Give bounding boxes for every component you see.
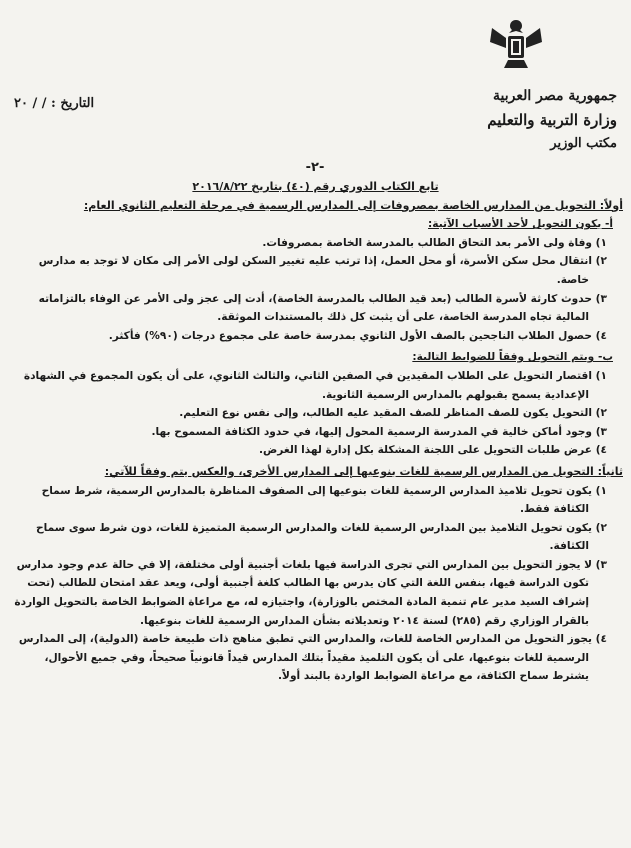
list-item: ٢) انتقال محل سكن الأسرة، أو محل العمل، إذا ترتب عليه تغيير السكن لولى الأمر إلى مكان لا توجد به مدارس خاصة. [38,255,607,286]
list-item: ٣) وجود أماكن خالية في المدرسة الرسمية المحول إليها، في حدود الكثافة المسموح بها. [151,425,607,438]
section-two-heading: ثانياً: التحويل من المدارس الرسمية للغات بنوعيها إلى المدارس الأخرى، والعكس يتم وفقاً للآتي: [104,464,623,478]
office-name: مكتب الوزير [550,136,617,151]
section-b-heading: ب- ويتم التحويل وفقاً للضوابط التالية: [412,351,613,364]
list-item: ٢) يكون تحويل التلاميذ بين المدارس الرسمية للغات والمدارس الرسمية المتميزة للغات، دون شرط سوى سماح الكثافة. [36,521,607,553]
list-item: ١) وفاة ولى الأمر بعد التحاق الطالب بالمدرسة الخاصة بمصروفات. [262,236,607,249]
eagle-emblem-icon [484,14,548,76]
page-number: -٢- [305,160,325,175]
list-item: ١) اقتصار التحويل على الطلاب المقيدين في الصفين الثاني، والثالث الثانوي، على أن يكون المجموع في الشهادة الإعدادية يسمح بقبولهم بالمدارس الرسمية الثانوية. [23,369,607,401]
list-item: ٤) عرض طلبات التحويل على اللجنة المشكلة بكل إدارة لهذا الغرض. [259,444,607,457]
date-label: التاريخ : / / ٢٠ [14,96,95,111]
list-item: ٤) حصول الطلاب الناجحين بالصف الأول الثانوي بمدرسة خاصة على مجموع درجات (٩٠%) فأكثر. [108,329,607,342]
list-item: ٢) التحويل يكون للصف المناظر للصف المقيد عليه الطالب، وإلى نفس نوع التعليم. [179,407,607,420]
ministry-header [427,84,617,156]
section-a-heading: أ- يكون التحويل لأحد الأسباب الآتية: [428,218,613,231]
list-item: ١) يكون تحويل تلاميذ المدارس الرسمية للغات بنوعيها إلى الصفوف المناظرة بالمدارس الرسمية، شرط سماح الكثافة فقط. [41,484,607,516]
ministry-name: وزارة التربية والتعليم [487,111,617,129]
circular-title: تابع الكتاب الدوري رقم (٤٠) بتاريخ ٢٠١٦/٨/٢٢ [192,180,439,193]
list-item: ٣) حدوث كارثة لأسرة الطالب (بعد قيد الطالب بالمدرسة الخاصة)، أدت إلى عجز ولى الأمر عن الوفاء بالتزاماته المالية تجاه المدرسة الخاصة، على أن يثبت كل ذلك بالمستندات الموثقة. [38,292,607,324]
document-body [8,178,623,686]
list-item: ٤) يجوز التحويل من المدارس الخاصة للغات، والمدارس التي تطبق مناهج ذات طبيعة خاصة (الدولية)، إلى المدارس الرسمية للغات بنوعيها، على أن يكون التلميذ مقيداً بتلك المدارس قيداً قانونياً صحيحاً، وفي جميع الأحوال، يشترط سماح الكثافة، مع مراعاة الضوابط الواردة بالبند أولاً. [18,633,607,683]
country-name: جمهورية مصر العربية [493,88,617,104]
list-item: ٣) لا يجوز التحويل بين المدارس التي تجرى الدراسة فيها بلغات أجنبية أولى مختلفة، إلا في حالة عدم وجود مدارس تكون الدراسة فيها، بنفس اللغة التي كان يدرس بها الطالب كلغة أجنبية أولى، ويعد عقد امتحان للطالب (تحت إشراف السيد مدير عام تنمية المادة المختص بالوزارة)، واجتيازه له، مع مراعاة الضوابط الخاصة بالتحويل الواردة بالقرار الوزاري رقم (٢٨٥) لسنة ٢٠١٤ وتعديلاته بشأن المدارس الرسمية للغات بنوعيها. [14,558,607,627]
section-one-heading: أولاً: التحويل من المدارس الخاصة بمصروفات إلى المدارس الرسمية في مرحلة التعليم الثانوي العام: [83,198,623,212]
